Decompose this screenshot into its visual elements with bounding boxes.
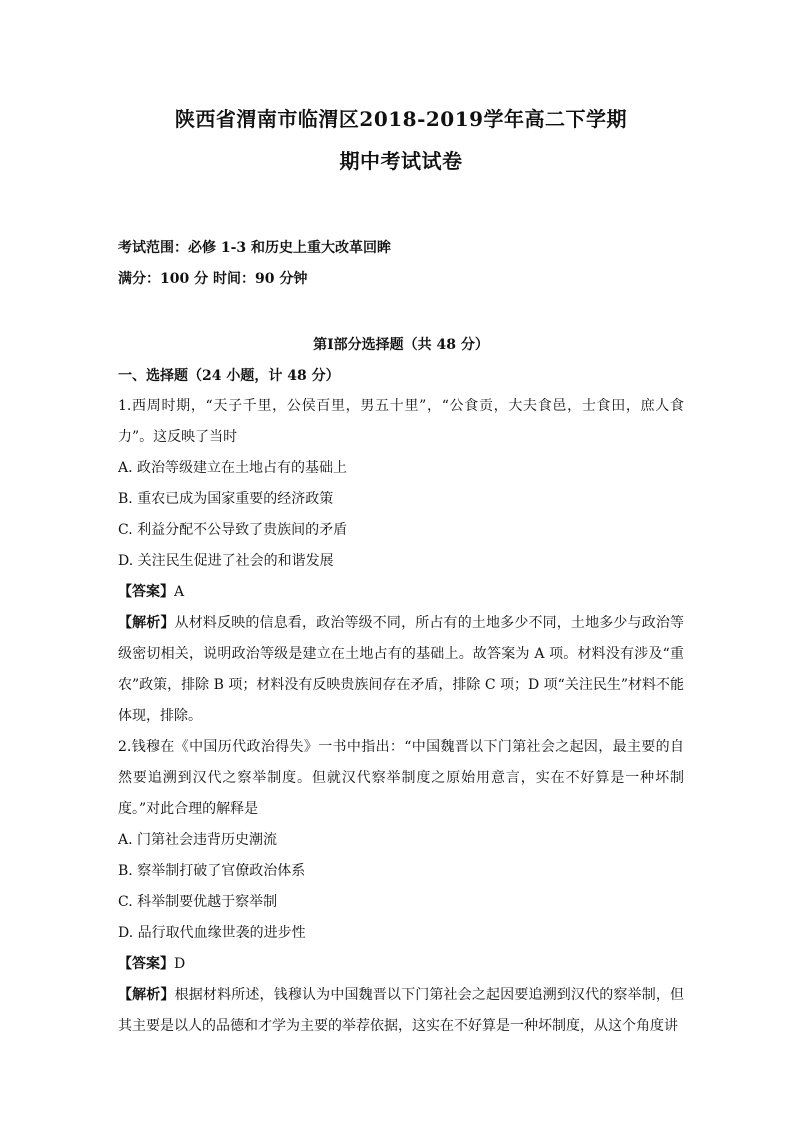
section-title: 一、选择题（24 小题，计 48 分） xyxy=(118,368,340,384)
question-2 xyxy=(118,732,684,1042)
option-d: D. 关注民生促进了社会的和谐发展 xyxy=(118,553,334,569)
analysis-label: 【解析】 xyxy=(118,987,175,1003)
answer-value: A xyxy=(174,584,185,600)
option-a: A. 门第社会违背历史潮流 xyxy=(118,832,278,848)
analysis-text: 从材料反映的信息看，政治等级不同，所占有的土地多少不同，土地多少与政治等级密切相关，说明政治等级是建立在土地占有的基础上。故答案为 A 项。材料没有涉及“重农”政策，排除 B 项；材料没有反映贵族间存在矛盾，排除 C 项；D 项“关注民生”材料不能体现，排除。 xyxy=(118,615,685,724)
answer-line xyxy=(118,949,684,980)
question-stem: 1.西周时期，“天子千里，公侯百里，男五十里”，“公食贡，大夫食邑，士食田，庶人食力”。这反映了当时 xyxy=(118,398,684,445)
part-title: 第Ⅰ部分选择题（共 48 分） xyxy=(313,337,489,353)
analysis-paragraph xyxy=(118,608,684,732)
document-title-line2: 期中考试试卷 xyxy=(339,149,463,173)
option-b: B. 重农已成为国家重要的经济政策 xyxy=(118,491,334,507)
exam-scope: 考试范围：必修 1-3 和历史上重大改革回眸 xyxy=(118,240,392,256)
question-1 xyxy=(118,391,684,732)
answer-line xyxy=(118,577,684,608)
analysis-text: 根据材料所述，钱穆认为中国魏晋以下门第社会之起因要追溯到汉代的察举制，但其主要是以人的品德和才学为主要的举荐依据，这实在不好算是一种坏制度，从这个角度讲 xyxy=(118,987,685,1034)
answer-value: D xyxy=(174,956,186,972)
document-title-line1: 陕西省渭南市临渭区2018-2019学年高二下学期 xyxy=(174,107,628,131)
option-b: B. 察举制打破了官僚政治体系 xyxy=(118,863,306,879)
answer-label: 【答案】 xyxy=(118,584,174,600)
answer-label: 【答案】 xyxy=(118,956,174,972)
question-stem: 2.钱穆在《中国历代政治得失》一书中指出：“中国魏晋以下门第社会之起因，最主要的自然要追溯到汉代之察举制度。但就汉代察举制度之原始用意言，实在不好算是一种坏制度。”对此合理的解释是 xyxy=(118,739,684,817)
analysis-paragraph xyxy=(118,980,684,1042)
option-d: D. 品行取代血缘世袭的进步性 xyxy=(118,925,306,941)
analysis-label: 【解析】 xyxy=(118,615,175,631)
option-c: C. 利益分配不公导致了贵族间的矛盾 xyxy=(118,522,348,538)
option-c: C. 科举制要优越于察举制 xyxy=(118,894,278,910)
exam-score-time: 满分：100 分 时间：90 分钟 xyxy=(118,271,308,287)
option-a: A. 政治等级建立在土地占有的基础上 xyxy=(118,460,348,476)
